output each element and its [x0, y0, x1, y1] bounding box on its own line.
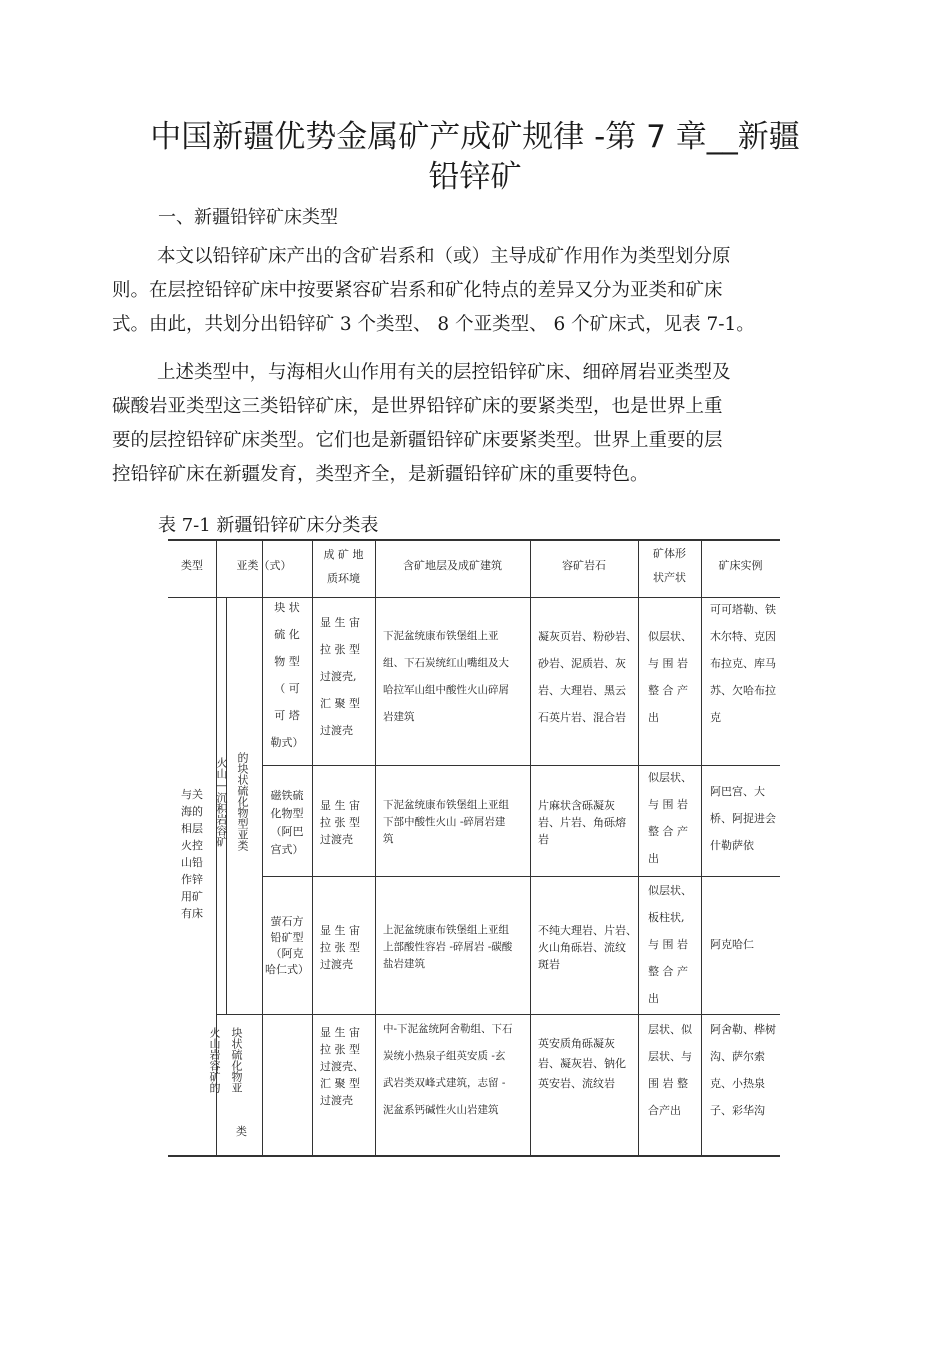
cell-line: 合产出	[648, 1104, 681, 1117]
column-divider	[638, 539, 639, 1157]
cell-line: 拉 张 型	[320, 643, 360, 656]
cell-line: 什勒萨依	[710, 839, 754, 852]
paragraph-2	[112, 356, 731, 492]
row-2-environment	[320, 797, 360, 848]
row-2-style	[264, 787, 310, 859]
document-title-line-1: 中国新疆优势金属矿产成矿规律 -第 7 章__新疆	[150, 119, 800, 155]
column-divider	[375, 539, 376, 1157]
cell-line: 板柱状,	[648, 911, 685, 924]
cell-line: 似层状、	[648, 884, 692, 897]
cell-line: 出	[648, 711, 659, 724]
row-divider	[216, 1014, 780, 1015]
row-2-host-rock	[538, 797, 626, 848]
cell-line: 拉 张 型	[320, 816, 360, 829]
cell-line: 下泥盆统康布铁堡组上亚组	[383, 799, 509, 811]
row-2-orebody-shape	[648, 764, 692, 872]
row-3-style	[264, 914, 310, 978]
cell-line: 布拉克、库马	[710, 657, 776, 670]
cell-line: 过渡壳	[320, 958, 353, 971]
cell-line: 炭统小热泉子组英安质 -玄	[383, 1050, 506, 1062]
paragraph-1	[112, 240, 755, 342]
cell-line: 武岩类双峰式建筑，志留 -	[383, 1077, 506, 1089]
row-divider	[262, 765, 780, 766]
cell-line: 英安岩、流纹岩	[538, 1077, 615, 1090]
type-label-line: 有床	[181, 907, 203, 920]
cell-line: 阿舍勒、桦树	[710, 1023, 776, 1036]
paragraph-line: 控铅锌矿床在新疆发育，类型齐全，是新疆铅锌矿床的重要特色。	[112, 464, 649, 485]
cell-line: 桥、阿捉进会	[710, 812, 776, 825]
cell-line: （阿巴	[270, 825, 304, 838]
cell-line: 拉 张 型	[320, 941, 360, 954]
column-divider	[530, 539, 531, 1157]
cell-line: 上泥盆统康布铁堡组上亚组	[383, 924, 509, 936]
cell-line: 火山角砾岩、流纹	[538, 941, 626, 954]
row-1-example	[710, 596, 776, 731]
cell-line: 围 岩 整	[648, 1077, 688, 1090]
cell-line: 不纯大理岩、片岩、	[538, 924, 637, 937]
header-line: 状产状	[653, 571, 686, 584]
row-1-orebody-shape	[648, 623, 692, 731]
cell-line: 泥盆系钙碱性火山岩建筑	[383, 1104, 499, 1116]
paragraph-line: 上述类型中，与海相火山作用有关的层控铅锌矿床、细碎屑岩亚类型及	[157, 362, 731, 383]
subclass-2-bottom: 类	[236, 1125, 247, 1138]
row-1-style	[264, 594, 310, 756]
table-caption: 表 7-1 新疆铅锌矿床分类表	[158, 515, 379, 536]
section-heading: 一、新疆铅锌矿床类型	[158, 207, 338, 228]
type-label-line: 相层	[181, 822, 203, 835]
cell-line: 上部酸性容岩 -碎屑岩 -碳酸	[383, 941, 513, 953]
cell-line: 沟、萨尔索	[710, 1050, 765, 1063]
cell-line: 汇 聚 型	[320, 697, 360, 710]
cell-line: 盐岩建筑	[383, 958, 425, 970]
cell-line: 似层状、	[648, 771, 692, 784]
cell-line: 阿克哈仁	[710, 938, 754, 951]
cell-line: 过渡壳	[320, 724, 353, 737]
row-1-host-rock	[538, 623, 637, 731]
paragraph-line: 碳酸岩亚类型这三类铅锌矿床，是世界铅锌矿床的要紧类型，也是世界上重	[112, 396, 723, 417]
header-line: 成 矿 地	[323, 548, 364, 561]
header-subtype: 亚类（式）	[236, 559, 292, 572]
cell-line: 岩、凝灰岩、钠化	[538, 1057, 626, 1070]
type-label-line: 作锌	[181, 873, 203, 886]
header-bottom-rule	[168, 597, 780, 598]
paragraph-line: 则。在层控铅锌矿床中按要紧容矿岩系和矿化特点的差异又分为亚类和矿床	[112, 280, 723, 301]
cell-line: 岩、大理岩、黑云	[538, 684, 626, 697]
classification-table	[168, 539, 780, 1157]
row-4-strata	[383, 1016, 513, 1124]
cell-line: 汇 聚 型	[320, 1077, 360, 1090]
header-line: 质环境	[327, 572, 360, 585]
cell-line: 萤石方	[270, 915, 304, 928]
cell-line: 磁铁硫	[270, 789, 304, 802]
cell-line: 下部中酸性火山 -碎屑岩建	[383, 816, 506, 828]
cell-line: 凝灰页岩、粉砂岩、	[538, 630, 637, 643]
type-label-line: 火控	[181, 839, 203, 852]
type-label	[172, 786, 212, 922]
cell-line: 物 型	[274, 655, 300, 668]
column-divider	[262, 539, 263, 1157]
cell-line: 化物型	[270, 807, 304, 820]
subclass-2-right: 块状硫化物亚	[230, 1027, 243, 1093]
type-label-line: 山铅	[181, 856, 203, 869]
row-divider	[262, 876, 780, 877]
cell-line: 显 生 宙	[320, 924, 360, 937]
cell-line: 块 状	[274, 601, 300, 614]
type-label-line: 与关	[181, 788, 203, 801]
cell-line: 层状、似	[648, 1023, 692, 1036]
cell-line: 子、彩华沟	[710, 1104, 765, 1117]
cell-line: 石英片岩、混合岩	[538, 711, 626, 724]
cell-line: 显 生 宙	[320, 799, 360, 812]
header-environment	[312, 543, 375, 591]
cell-line: 片麻状含砾凝灰	[538, 799, 615, 812]
cell-line: 层状、与	[648, 1050, 692, 1063]
header-strata: 含矿地层及成矿建筑	[403, 559, 502, 572]
type-label-line: 用矿	[181, 890, 203, 903]
row-3-environment	[320, 922, 360, 973]
cell-line: 岩、片岩、角砾熔	[538, 816, 626, 829]
cell-line: （阿克	[270, 947, 304, 960]
cell-line: 中-下泥盆统阿舍勒组、下石	[383, 1023, 513, 1035]
cell-line: 岩建筑	[383, 711, 415, 723]
table-top-rule	[168, 539, 780, 541]
subclass-1-left: 火山—沉积岩容矿	[215, 757, 228, 847]
cell-line: 下泥盆统康布铁堡组上亚	[383, 630, 499, 642]
cell-line: 整 合 产	[648, 965, 688, 978]
cell-line: 过渡壳,	[320, 670, 357, 683]
cell-line: 阿巴宫、大	[710, 785, 765, 798]
row-4-environment	[320, 1024, 364, 1109]
cell-line: 与 围 岩	[648, 657, 688, 670]
table-bottom-rule	[168, 1155, 780, 1157]
cell-line: 斑岩	[538, 958, 560, 971]
cell-line: 与 围 岩	[648, 938, 688, 951]
cell-line: 过渡壳、	[320, 1060, 364, 1073]
cell-line: 显 生 宙	[320, 616, 360, 629]
cell-line: 哈仁式）	[265, 963, 309, 976]
cell-line: 铅矿型	[270, 931, 304, 944]
cell-line: 克、小热泉	[710, 1077, 765, 1090]
header-line: 矿体形	[653, 547, 686, 560]
paragraph-line: 本文以铅锌矿床产出的含矿岩系和（或）主导成矿作用作为类型划分原	[157, 246, 731, 267]
cell-line: 硫 化	[274, 628, 300, 641]
row-4-orebody-shape	[648, 1016, 692, 1124]
column-divider	[701, 539, 702, 1157]
header-host-rock: 容矿岩石	[562, 559, 606, 572]
cell-line: 苏、欠哈布拉	[710, 684, 776, 697]
cell-line: 砂岩、泥质岩、灰	[538, 657, 626, 670]
type-label-line: 海的	[181, 805, 203, 818]
cell-line: 拉 张 型	[320, 1043, 360, 1056]
row-4-host-rock	[538, 1034, 626, 1094]
row-3-orebody-shape	[648, 877, 692, 1012]
header-type: 类型	[181, 559, 203, 572]
row-3-host-rock	[538, 922, 637, 973]
row-3-strata	[383, 922, 512, 973]
header-orebody-shape	[638, 542, 701, 590]
row-1-environment	[320, 609, 360, 744]
row-3-example	[710, 931, 754, 958]
paragraph-line: 式。由此，共划分出铅锌矿 3 个类型、 8 个亚类型、 6 个矿床式，见表 7-1。	[112, 314, 755, 335]
subclass-2-left: 火山岩容矿的	[208, 1027, 221, 1093]
paragraph-line: 要的层控铅锌矿床类型。它们也是新疆铅锌矿床要紧类型。世界上重要的层	[112, 430, 723, 451]
cell-line: 英安质角砾凝灰	[538, 1037, 615, 1050]
document-title-line-2: 铅锌矿	[428, 159, 522, 195]
row-1-strata	[383, 623, 509, 731]
cell-line: 显 生 宙	[320, 1026, 360, 1039]
row-2-example	[710, 778, 776, 859]
cell-line: 组、下石炭统红山嘴组及大	[383, 657, 509, 669]
cell-line: 可可塔勒、铁	[710, 603, 776, 616]
cell-line: （ 可	[274, 682, 300, 695]
cell-line: 与 围 岩	[648, 798, 688, 811]
cell-line: 过渡壳	[320, 833, 353, 846]
row-2-strata	[383, 797, 509, 848]
column-divider	[312, 539, 313, 1157]
cell-line: 可 塔	[274, 709, 300, 722]
cell-line: 克	[710, 711, 721, 724]
cell-line: 整 合 产	[648, 825, 688, 838]
cell-line: 宫式）	[270, 843, 304, 856]
header-example: 矿床实例	[718, 559, 763, 572]
cell-line: 木尔特、克因	[710, 630, 776, 643]
cell-line: 似层状、	[648, 630, 692, 643]
cell-line: 出	[648, 992, 659, 1005]
subclass-1-right: 的块状硫化物型亚类	[236, 752, 249, 851]
cell-line: 过渡壳	[320, 1094, 353, 1107]
cell-line: 岩	[538, 833, 549, 846]
cell-line: 筑	[383, 833, 394, 845]
cell-line: 出	[648, 852, 659, 865]
cell-line: 勒式）	[270, 736, 304, 749]
cell-line: 整 合 产	[648, 684, 688, 697]
cell-line: 哈拉军山组中酸性火山碎屑	[383, 684, 509, 696]
row-4-example	[710, 1016, 776, 1124]
